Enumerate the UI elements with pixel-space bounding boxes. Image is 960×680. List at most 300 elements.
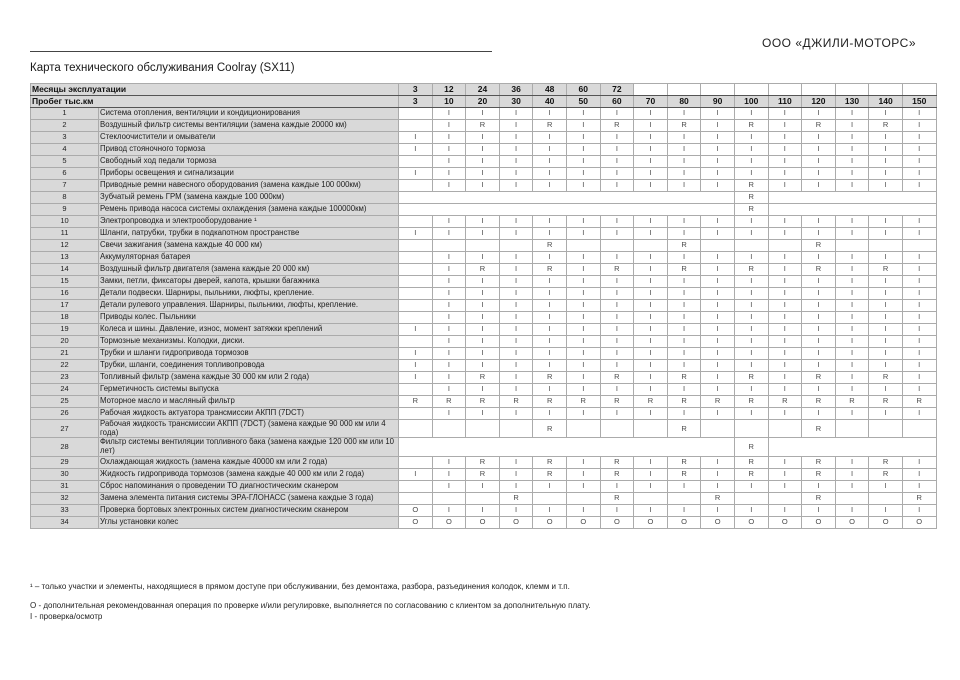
marker-cell: R — [399, 396, 433, 408]
marker-cell: I — [701, 108, 735, 120]
marker-cell: I — [499, 120, 533, 132]
marker-cell: I — [499, 228, 533, 240]
marker-cell — [499, 240, 533, 252]
marker-cell: I — [701, 480, 735, 492]
marker-cell: I — [566, 468, 600, 480]
marker-cell: I — [667, 156, 701, 168]
marker-cell: I — [701, 276, 735, 288]
marker-cell: I — [634, 408, 668, 420]
row-description: Детали подвески. Шарниры, пыльники, люфты, крепление. — [99, 288, 399, 300]
marker-cell: I — [902, 324, 936, 336]
marker-cell: R — [533, 264, 567, 276]
month-cell — [869, 84, 903, 96]
mileage-cell: 70 — [634, 96, 668, 108]
table-row — [31, 312, 937, 324]
month-cell — [667, 84, 701, 96]
marker-cell: I — [902, 156, 936, 168]
marker-cell: I — [566, 300, 600, 312]
merged-empty-cell — [768, 204, 936, 216]
marker-cell: I — [835, 132, 869, 144]
marker-cell: I — [600, 180, 634, 192]
row-description: Рабочая жидкость трансмиссии АКПП (7DCT) (замена каждые 90 000 км или 4 года) — [99, 420, 399, 438]
marker-cell: I — [802, 168, 836, 180]
marker-cell: I — [566, 384, 600, 396]
mileage-header-row — [31, 96, 937, 108]
org-name: ООО «ДЖИЛИ-МОТОРС» — [761, 36, 916, 50]
marker-cell: I — [533, 408, 567, 420]
marker-cell: I — [634, 168, 668, 180]
marker-cell: I — [768, 372, 802, 384]
marker-cell: I — [634, 468, 668, 480]
marker-cell: I — [466, 348, 500, 360]
marker-cell: I — [835, 156, 869, 168]
row-description: Рабочая жидкость актуатора трансмиссии АКПП (7DCT) — [99, 408, 399, 420]
mileage-cell: 30 — [499, 96, 533, 108]
marker-cell: I — [902, 180, 936, 192]
marker-cell: I — [634, 120, 668, 132]
marker-cell: I — [533, 228, 567, 240]
table-row — [31, 516, 937, 528]
row-number: 6 — [31, 168, 99, 180]
marker-cell: I — [835, 180, 869, 192]
marker-cell: I — [600, 168, 634, 180]
row-number: 15 — [31, 276, 99, 288]
marker-cell: R — [600, 264, 634, 276]
marker-cell: I — [667, 144, 701, 156]
marker-cell: I — [533, 384, 567, 396]
marker-cell: I — [869, 144, 903, 156]
merged-empty-cell — [399, 204, 735, 216]
marker-cell: I — [432, 300, 466, 312]
marker-cell: I — [466, 108, 500, 120]
row-description: Приводы колес. Пыльники — [99, 312, 399, 324]
row-number: 22 — [31, 360, 99, 372]
marker-cell: R — [533, 456, 567, 468]
marker-cell: I — [667, 252, 701, 264]
marker-cell: I — [466, 300, 500, 312]
marker-cell: I — [466, 312, 500, 324]
marker-cell: I — [701, 264, 735, 276]
marker-cell: R — [667, 372, 701, 384]
marker-cell: I — [667, 300, 701, 312]
marker-cell: I — [566, 336, 600, 348]
marker-cell: R — [802, 468, 836, 480]
marker-cell: I — [835, 216, 869, 228]
marker-cell: I — [566, 252, 600, 264]
marker-cell: I — [701, 456, 735, 468]
marker-cell — [902, 240, 936, 252]
mileage-cell: 50 — [566, 96, 600, 108]
marker-cell: I — [802, 252, 836, 264]
row-number: 32 — [31, 492, 99, 504]
marker-cell: I — [835, 456, 869, 468]
table-row — [31, 300, 937, 312]
marker-cell: I — [432, 504, 466, 516]
row-number: 18 — [31, 312, 99, 324]
marker-cell: R — [600, 456, 634, 468]
row-description: Приборы освещения и сигнализации — [99, 168, 399, 180]
marker-cell: R — [600, 372, 634, 384]
marker-cell — [768, 240, 802, 252]
marker-cell: I — [802, 360, 836, 372]
marker-cell: I — [835, 336, 869, 348]
marker-cell: I — [835, 264, 869, 276]
marker-cell: I — [399, 228, 433, 240]
marker-cell: I — [869, 384, 903, 396]
marker-cell: I — [701, 180, 735, 192]
marker-cell: I — [499, 408, 533, 420]
marker-cell: I — [701, 408, 735, 420]
marker-cell: I — [802, 216, 836, 228]
marker-cell: I — [533, 480, 567, 492]
marker-cell: I — [701, 300, 735, 312]
table-row — [31, 156, 937, 168]
marker-cell: R — [667, 264, 701, 276]
marker-cell — [399, 240, 433, 252]
marker-cell: I — [701, 228, 735, 240]
marker-cell: I — [499, 456, 533, 468]
marker-cell — [835, 420, 869, 438]
legend-inspection: I - проверка/осмотр — [30, 612, 103, 621]
marker-cell: I — [667, 228, 701, 240]
marker-cell: I — [902, 216, 936, 228]
table-row — [31, 132, 937, 144]
marker-cell: R — [802, 456, 836, 468]
marker-cell — [399, 420, 433, 438]
table-row — [31, 420, 937, 438]
row-number: 14 — [31, 264, 99, 276]
row-number: 10 — [31, 216, 99, 228]
marker-cell: I — [667, 336, 701, 348]
marker-cell: I — [432, 264, 466, 276]
marker-cell: O — [902, 516, 936, 528]
marker-cell: I — [533, 276, 567, 288]
row-description: Замена элемента питания системы ЭРА-ГЛОНАСС (замена каждые 3 года) — [99, 492, 399, 504]
marker-cell: I — [701, 132, 735, 144]
month-cell: 12 — [432, 84, 466, 96]
marker-cell: I — [399, 468, 433, 480]
marker-cell — [399, 492, 433, 504]
marker-cell: I — [432, 216, 466, 228]
marker-cell: I — [667, 168, 701, 180]
table-row — [31, 438, 937, 456]
marker-cell — [768, 492, 802, 504]
marker-cell: I — [533, 168, 567, 180]
row-number: 1 — [31, 108, 99, 120]
marker-cell: I — [869, 324, 903, 336]
marker-cell: I — [835, 384, 869, 396]
marker-cell: I — [634, 504, 668, 516]
marker-cell: I — [902, 144, 936, 156]
marker-cell: I — [802, 384, 836, 396]
merged-empty-cell — [768, 438, 936, 456]
marker-cell: R — [432, 396, 466, 408]
marker-cell: I — [634, 228, 668, 240]
marker-cell: R — [499, 396, 533, 408]
marker-cell — [399, 384, 433, 396]
table-row — [31, 192, 937, 204]
mileage-cell: 130 — [835, 96, 869, 108]
marker-cell: I — [734, 408, 768, 420]
marker-cell: I — [768, 468, 802, 480]
marker-cell — [600, 420, 634, 438]
marker-cell — [399, 276, 433, 288]
marker-cell: I — [466, 252, 500, 264]
marker-cell — [734, 420, 768, 438]
marker-cell: I — [768, 312, 802, 324]
marker-cell: I — [600, 504, 634, 516]
marker-cell: I — [634, 264, 668, 276]
marker-cell: I — [869, 252, 903, 264]
marker-cell: I — [566, 120, 600, 132]
marker-cell: I — [432, 480, 466, 492]
marker-cell: I — [835, 468, 869, 480]
row-description: Аккумуляторная батарея — [99, 252, 399, 264]
marker-cell: R — [667, 456, 701, 468]
marker-cell: I — [701, 144, 735, 156]
marker-cell: R — [835, 396, 869, 408]
row-number: 34 — [31, 516, 99, 528]
marker-cell: I — [432, 156, 466, 168]
mileage-cell: 3 — [399, 96, 433, 108]
marker-cell: I — [432, 408, 466, 420]
marker-cell: R — [634, 396, 668, 408]
marker-cell: I — [634, 144, 668, 156]
marker-cell: I — [768, 300, 802, 312]
marker-cell: I — [802, 180, 836, 192]
marker-cell: I — [466, 288, 500, 300]
marker-cell: I — [902, 228, 936, 240]
row-number: 3 — [31, 132, 99, 144]
marker-cell: I — [701, 156, 735, 168]
marker-cell: I — [835, 480, 869, 492]
marker-cell — [399, 312, 433, 324]
marker-cell: I — [566, 312, 600, 324]
row-description: Привод стояночного тормоза — [99, 144, 399, 156]
marker-cell: I — [734, 144, 768, 156]
marker-cell: R — [667, 240, 701, 252]
marker-cell — [399, 264, 433, 276]
row-description: Стеклоочистители и омыватели — [99, 132, 399, 144]
marker-cell: I — [869, 108, 903, 120]
table-row — [31, 384, 937, 396]
marker-cell: I — [869, 156, 903, 168]
marker-cell: I — [869, 312, 903, 324]
marker-cell: I — [600, 252, 634, 264]
row-description: Свободный ход педали тормоза — [99, 156, 399, 168]
marker-cell — [399, 252, 433, 264]
row-description: Тормозные механизмы. Колодки, диски. — [99, 336, 399, 348]
marker-cell: I — [533, 252, 567, 264]
row-number: 21 — [31, 348, 99, 360]
marker-cell: I — [566, 456, 600, 468]
marker-cell: I — [600, 144, 634, 156]
marker-cell: I — [499, 132, 533, 144]
marker-cell: I — [499, 288, 533, 300]
marker-cell: I — [634, 456, 668, 468]
marker-cell — [399, 480, 433, 492]
marker-cell: I — [734, 504, 768, 516]
marker-cell: I — [432, 132, 466, 144]
marker-cell: I — [734, 348, 768, 360]
marker-cell: I — [835, 504, 869, 516]
marker-cell: I — [432, 228, 466, 240]
marker-cell: I — [768, 252, 802, 264]
marker-cell: I — [432, 348, 466, 360]
marker-cell: O — [869, 516, 903, 528]
table-row — [31, 276, 937, 288]
table-row — [31, 120, 937, 132]
marker-cell: I — [634, 252, 668, 264]
marker-cell: I — [566, 108, 600, 120]
merged-empty-cell — [768, 192, 936, 204]
marker-cell: R — [600, 396, 634, 408]
marker-cell: I — [802, 276, 836, 288]
marker-cell: I — [566, 408, 600, 420]
marker-cell — [399, 108, 433, 120]
marker-cell: I — [869, 348, 903, 360]
marker-cell: I — [566, 348, 600, 360]
marker-cell — [533, 492, 567, 504]
row-number: 17 — [31, 300, 99, 312]
row-number: 9 — [31, 204, 99, 216]
marker-cell: R — [466, 120, 500, 132]
marker-cell: I — [432, 468, 466, 480]
marker-cell: I — [432, 324, 466, 336]
marker-cell: I — [499, 252, 533, 264]
marker-cell: I — [902, 360, 936, 372]
marker-cell: I — [566, 132, 600, 144]
marker-cell: I — [466, 324, 500, 336]
marker-cell: I — [600, 132, 634, 144]
marker-cell: R — [734, 372, 768, 384]
marker-cell: I — [533, 132, 567, 144]
row-description: Проверка бортовых электронных систем диагностическим сканером — [99, 504, 399, 516]
row-description: Углы установки колес — [99, 516, 399, 528]
marker-cell: O — [634, 516, 668, 528]
row-description: Топливный фильтр (замена каждые 30 000 км или 2 года) — [99, 372, 399, 384]
marker-cell — [566, 240, 600, 252]
legend-optional: О - дополнительная рекомендованная операция по проверке и/или регулировке, выполняется по согласованию с клиентом за дополнительную плату. — [30, 601, 591, 610]
marker-cell: I — [432, 336, 466, 348]
table-row — [31, 324, 937, 336]
marker-cell: R — [734, 396, 768, 408]
row-description: Сброс напоминания о проведении ТО диагностическим сканером — [99, 480, 399, 492]
marker-cell — [399, 180, 433, 192]
row-description: Система отопления, вентиляции и кондиционирования — [99, 108, 399, 120]
marker-cell: I — [634, 336, 668, 348]
marker-cell: I — [734, 288, 768, 300]
table-row — [31, 348, 937, 360]
row-number: 27 — [31, 420, 99, 438]
marker-cell: I — [667, 324, 701, 336]
row-number: 11 — [31, 228, 99, 240]
marker-cell: I — [734, 360, 768, 372]
row-description: Фильтр системы вентиляции топливного бака (замена каждые 120 000 км или 10 лет) — [99, 438, 399, 456]
marker-cell: I — [869, 336, 903, 348]
marker-cell: I — [566, 276, 600, 288]
row-description: Электропроводка и электрооборудование ¹ — [99, 216, 399, 228]
marker-cell: I — [499, 384, 533, 396]
marker-cell: I — [734, 480, 768, 492]
marker-cell: I — [533, 108, 567, 120]
table-row — [31, 180, 937, 192]
marker-cell: I — [701, 252, 735, 264]
merged-empty-cell — [399, 192, 735, 204]
marker-cell: R — [600, 120, 634, 132]
marker-cell: I — [734, 228, 768, 240]
marker-cell: R — [466, 396, 500, 408]
marker-cell: I — [701, 312, 735, 324]
row-description: Замки, петли, фиксаторы дверей, капота, крышки багажника — [99, 276, 399, 288]
marker-cell: R — [734, 120, 768, 132]
marker-cell: I — [701, 372, 735, 384]
marker-cell: R — [600, 468, 634, 480]
table-row — [31, 204, 937, 216]
marker-cell — [634, 420, 668, 438]
marker-cell: I — [399, 360, 433, 372]
table-row — [31, 396, 937, 408]
marker-cell: I — [466, 132, 500, 144]
marker-cell: I — [734, 300, 768, 312]
marker-cell: O — [432, 516, 466, 528]
table-row — [31, 144, 937, 156]
marker-cell: I — [600, 408, 634, 420]
table-row — [31, 456, 937, 468]
marker-cell — [835, 240, 869, 252]
table-row — [31, 108, 937, 120]
row-number: 23 — [31, 372, 99, 384]
row-description: Воздушный фильтр системы вентиляции (замена каждые 20000 км) — [99, 120, 399, 132]
marker-cell: I — [835, 228, 869, 240]
marker-cell: I — [734, 252, 768, 264]
row-description: Зубчатый ремень ГРМ (замена каждые 100 000км) — [99, 192, 399, 204]
marker-cell: I — [399, 372, 433, 384]
marker-cell: I — [399, 144, 433, 156]
row-description: Трубки, шланги, соединения топливопровода — [99, 360, 399, 372]
marker-cell: I — [902, 468, 936, 480]
marker-cell: I — [802, 228, 836, 240]
marker-cell: R — [802, 420, 836, 438]
marker-cell: I — [600, 300, 634, 312]
mileage-cell: 120 — [802, 96, 836, 108]
row-number: 12 — [31, 240, 99, 252]
table-row — [31, 336, 937, 348]
marker-cell: R — [768, 396, 802, 408]
marker-cell: I — [902, 120, 936, 132]
marker-cell — [399, 156, 433, 168]
mileage-cell: 80 — [667, 96, 701, 108]
marker-cell — [869, 492, 903, 504]
marker-cell: I — [802, 504, 836, 516]
marker-cell: I — [499, 324, 533, 336]
marker-cell: R — [533, 468, 567, 480]
marker-cell: O — [466, 516, 500, 528]
month-cell: 60 — [566, 84, 600, 96]
footnote-1: ¹ – только участки и элементы, находящиеся в прямом доступе при обслуживании, без демонтажа, разбора, разъединения колодок, клемм и т.п. — [30, 582, 570, 591]
page-title: Карта технического обслуживания Coolray (SX11) — [30, 62, 295, 74]
marker-cell: I — [768, 336, 802, 348]
marker-cell: I — [634, 132, 668, 144]
marker-cell — [566, 420, 600, 438]
row-number: 25 — [31, 396, 99, 408]
marker-cell: I — [533, 288, 567, 300]
marker-cell: I — [902, 348, 936, 360]
table-row — [31, 168, 937, 180]
marker-cell: I — [634, 156, 668, 168]
marker-cell: I — [902, 108, 936, 120]
marker-cell: I — [634, 384, 668, 396]
